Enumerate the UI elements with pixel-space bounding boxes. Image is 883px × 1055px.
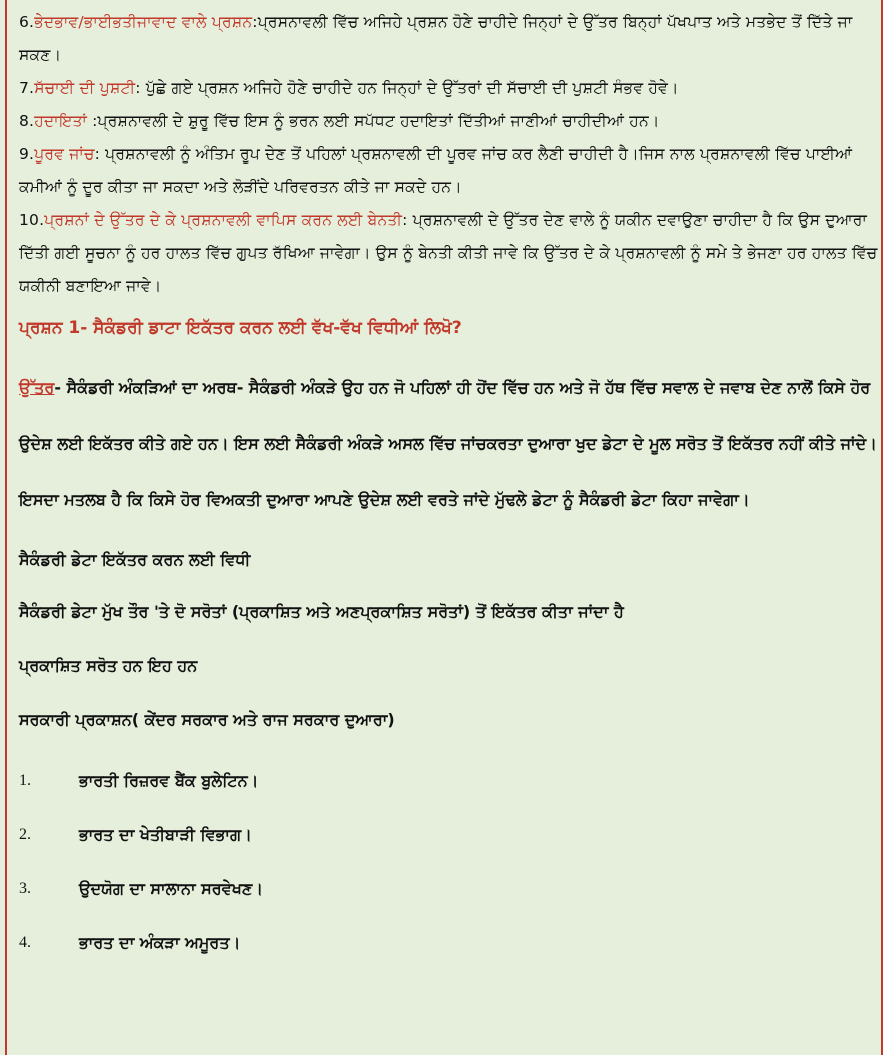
government-publications-line: ਸਰਕਾਰੀ ਪ੍ਰਕਾਸ਼ਨ( ਕੇਂਦਰ ਸਰਕਾਰ ਅਤੇ ਰਾਜ ਸਰਕਾਰ ਦੁਆਰਾ) [19,710,395,729]
point-body: :ਪ੍ਰਸਨਾਵਲੀ ਵਿੱਚ ਅਜਿਹੇ ਪ੍ਰਸ਼ਨ ਹੋਣੇ ਚਾਹੀਦੇ ਜਿਨ੍ਹਾਂ ਦੇ ਉੱਤਰ ਬਿਨ੍ਹਾਂ ਪੱਖਪਾਤ ਅਤੇ ਮਤਭੇਦ ਤੋਂ ਦਿੱਤੇ ਜਾ ਸਕਣ। [19,13,853,64]
list-item [19,808,879,862]
point-heading: ਭੇਦਭਾਵ/ਭਾਈਭਤੀਜਾਵਾਦ ਵਾਲੇ ਪ੍ਰਸ਼ਨ [34,13,253,31]
answer-text: - ਸੈਕੰਡਰੀ ਅੰਕੜਿਆਂ ਦਾ ਅਰਥ- ਸੈਕੰਡਰੀ ਅੰਕੜੇ ਉਹ ਹਨ ਜੋ ਪਹਿਲਾਂ ਹੀ ਹੋਂਦ ਵਿੱਚ ਹਨ ਅਤੇ ਜੋ ਹੱਥ ਵਿੱਚ ਸਵਾਲ ਦੇ ਜਵਾਬ ਦੇਣ ਨਾਲੋਂ ਕਿਸੇ ਹੋਰ ਉਦੇਸ਼ ਲਈ ਇਕੱਤਰ ਕੀਤੇ ਗਏ ਹਨ। ਇਸ ਲਈ ਸੈਕੰਡਰੀ ਅੰਕੜੇ ਅਸਲ ਵਿੱਚ ਜਾਂਚਕਰਤਾ ਦੁਆਰਾ ਖੁਦ ਡੇਟਾ ਦੇ ਮੂਲ ਸਰੋਤ ਤੋਂ ਇਕੱਤਰ ਨਹੀਂ ਕੀਤੇ ਜਾਂਦੇ। ਇਸਦਾ ਮਤਲਬ ਹੈ ਕਿ ਕਿਸੇ ਹੋਰ ਵਿਅਕਤੀ ਦੁਆਰਾ ਆਪਣੇ ਉਦੇਸ਼ ਲਈ ਵਰਤੇ ਜਾਂਦੇ ਮੁੱਢਲੇ ਡੇਟਾ ਨੂੰ ਸੈਕੰਡਰੀ ਡੇਟਾ ਕਿਹਾ ਜਾਵੇਗਾ। [19,378,877,509]
list-text: ਉਦਯੋਗ ਦਾ ਸਾਲਾਨਾ ਸਰਵੇਖਣ। [79,879,264,898]
method-heading: ਸੈਕੰਡਰੀ ਡੇਟਾ ਇਕੱਤਰ ਕਰਨ ਲਈ ਵਿਧੀ [19,550,251,569]
point-9 [19,138,879,204]
point-heading: ਪ੍ਰਸ਼ਨਾਂ ਦੇ ਉੱਤਰ ਦੇ ਕੇ ਪ੍ਰਸ਼ਨਾਵਲੀ ਵਾਪਿਸ ਕਰਨ ਲਈ ਬੇਨਤੀ [44,211,403,229]
point-body: : ਪੁੱਛੇ ਗਏ ਪ੍ਰਸ਼ਨ ਅਜਿਹੇ ਹੋਣੇ ਚਾਹੀਦੇ ਹਨ ਜਿਨ੍ਹਾਂ ਦੇ ਉੱਤਰਾਂ ਦੀ ਸੱਚਾਈ ਦੀ ਪੁਸ਼ਟੀ ਸੰਭਵ ਹੋਵੇ। [135,79,679,97]
publications-list [19,754,879,970]
point-number: 9. [19,145,35,163]
point-heading: ਸੱਚਾਈ ਦੀ ਪੁਸ਼ਟੀ [34,79,136,97]
list-item [19,916,879,970]
point-heading: ਪੂਰਵ ਜਾਂਚ [34,145,95,163]
list-number: 2. [19,826,31,843]
point-number: 8. [19,112,35,130]
point-6 [19,6,879,72]
document-page [19,6,879,970]
point-body: : ਪ੍ਰਸ਼ਨਾਵਲੀ ਦੇ ਉੱਤਰ ਦੇਣ ਵਾਲੇ ਨੂੰ ਯਕੀਨ ਦਵਾਉਣਾ ਚਾਹੀਦਾ ਹੈ ਕਿ ਉਸ ਦੁਆਰਾ ਦਿੱਤੀ ਗਈ ਸੂਚਨਾ ਨੂੰ ਹਰ ਹਾਲਤ ਵਿੱਚ ਗੁਪਤ ਰੱਖਿਆ ਜਾਵੇਗਾ। ਉਸ ਨੂੰ ਬੇਨਤੀ ਕੀਤੀ ਜਾਵੇ ਕਿ ਉੱਤਰ ਦੇ ਕੇ ਪ੍ਰਸ਼ਨਾਵਲੀ ਨੂੰ ਸਮੇ ਤੇ ਭੇਜਣਾ ਹਰ ਹਾਲਤ ਵਿੱਚ ਯਕੀਨੀ ਬਣਾਇਆ ਜਾਵੇ। [19,211,878,295]
point-number: 7. [19,79,35,97]
published-sources-line: ਪ੍ਰਕਾਸ਼ਿਤ ਸਰੋਤ ਹਨ ਇਹ ਹਨ [19,656,198,675]
answer-paragraph [19,360,879,528]
list-text: ਭਾਰਤ ਦਾ ਖੇਤੀਬਾੜੀ ਵਿਭਾਗ। [79,825,252,844]
point-10 [19,204,879,303]
point-body: :ਪ੍ਰਸ਼ਨਾਵਲੀ ਦੇ ਸ਼ੁਰੂ ਵਿੱਚ ਇਸ ਨੂੰ ਭਰਨ ਲਈ ਸਪੱਧਟ ਹਦਾਇਤਾਂ ਦਿੱਤੀਆਂ ਜਾਣੀਆਂ ਚਾਹੀਦੀਆਂ ਹਨ। [87,112,660,130]
point-number: 10. [19,211,45,229]
list-item [19,754,879,808]
point-number: 6. [19,13,35,31]
left-border-rule [5,0,7,1055]
point-heading: ਹਦਾਇਤਾਂ [34,112,87,130]
point-body: : ਪ੍ਰਸ਼ਨਾਵਲੀ ਨੂੰ ਅੰਤਿਮ ਰੂਪ ਦੇਣ ਤੋਂ ਪਹਿਲਾਂ ਪ੍ਰਸ਼ਨਾਵਲੀ ਦੀ ਪੂਰਵ ਜਾਂਚ ਕਰ ਲੈਣੀ ਚਾਹੀਦੀ ਹੈ।ਜਿਸ ਨਾਲ ਪ੍ਰਸ਼ਨਾਵਲੀ ਵਿੱਚ ਪਾਈਆਂ ਕਮੀਆਂ ਨੂੰ ਦੂਰ ਕੀਤਾ ਜਾ ਸਕਦਾ ਅਤੇ ਲੋੜੀਂਦੇ ਪਰਿਵਰਤਨ ਕੀਤੇ ਜਾ ਸਕਦੇ ਹਨ। [19,145,853,196]
point-7 [19,72,879,105]
list-item [19,862,879,916]
point-8 [19,105,879,138]
list-number: 4. [19,934,31,951]
question-heading: ਪ੍ਰਸ਼ਨ 1- ਸੈਕੰਡਰੀ ਡਾਟਾ ਇਕੱਤਰ ਕਰਨ ਲਈ ਵੱਖ-ਵੱਖ ਵਿਧੀਆਂ ਲਿਖੋ? [19,318,462,338]
list-text: ਭਾਰਤੀ ਰਿਜ਼ਰਵ ਬੈਂਕ ਬੁਲੇਟਿਨ। [79,771,259,790]
answer-label: ਉੱਤਰ [19,378,55,397]
sources-line: ਸੈਕੰਡਰੀ ਡੇਟਾ ਮੁੱਖ ਤੌਰ 'ਤੇ ਦੋ ਸਰੋਤਾਂ (ਪ੍ਰਕਾਸ਼ਿਤ ਅਤੇ ਅਣਪ੍ਰਕਾਸ਼ਿਤ ਸਰੋਤਾਂ) ਤੋਂ ਇਕੱਤਰ ਕੀਤਾ ਜਾਂਦਾ ਹੈ [19,602,624,621]
list-text: ਭਾਰਤ ਦਾ ਅੰਕੜਾ ਅਮੂਰਤ। [79,933,241,952]
list-number: 1. [19,772,31,789]
list-number: 3. [19,880,31,897]
